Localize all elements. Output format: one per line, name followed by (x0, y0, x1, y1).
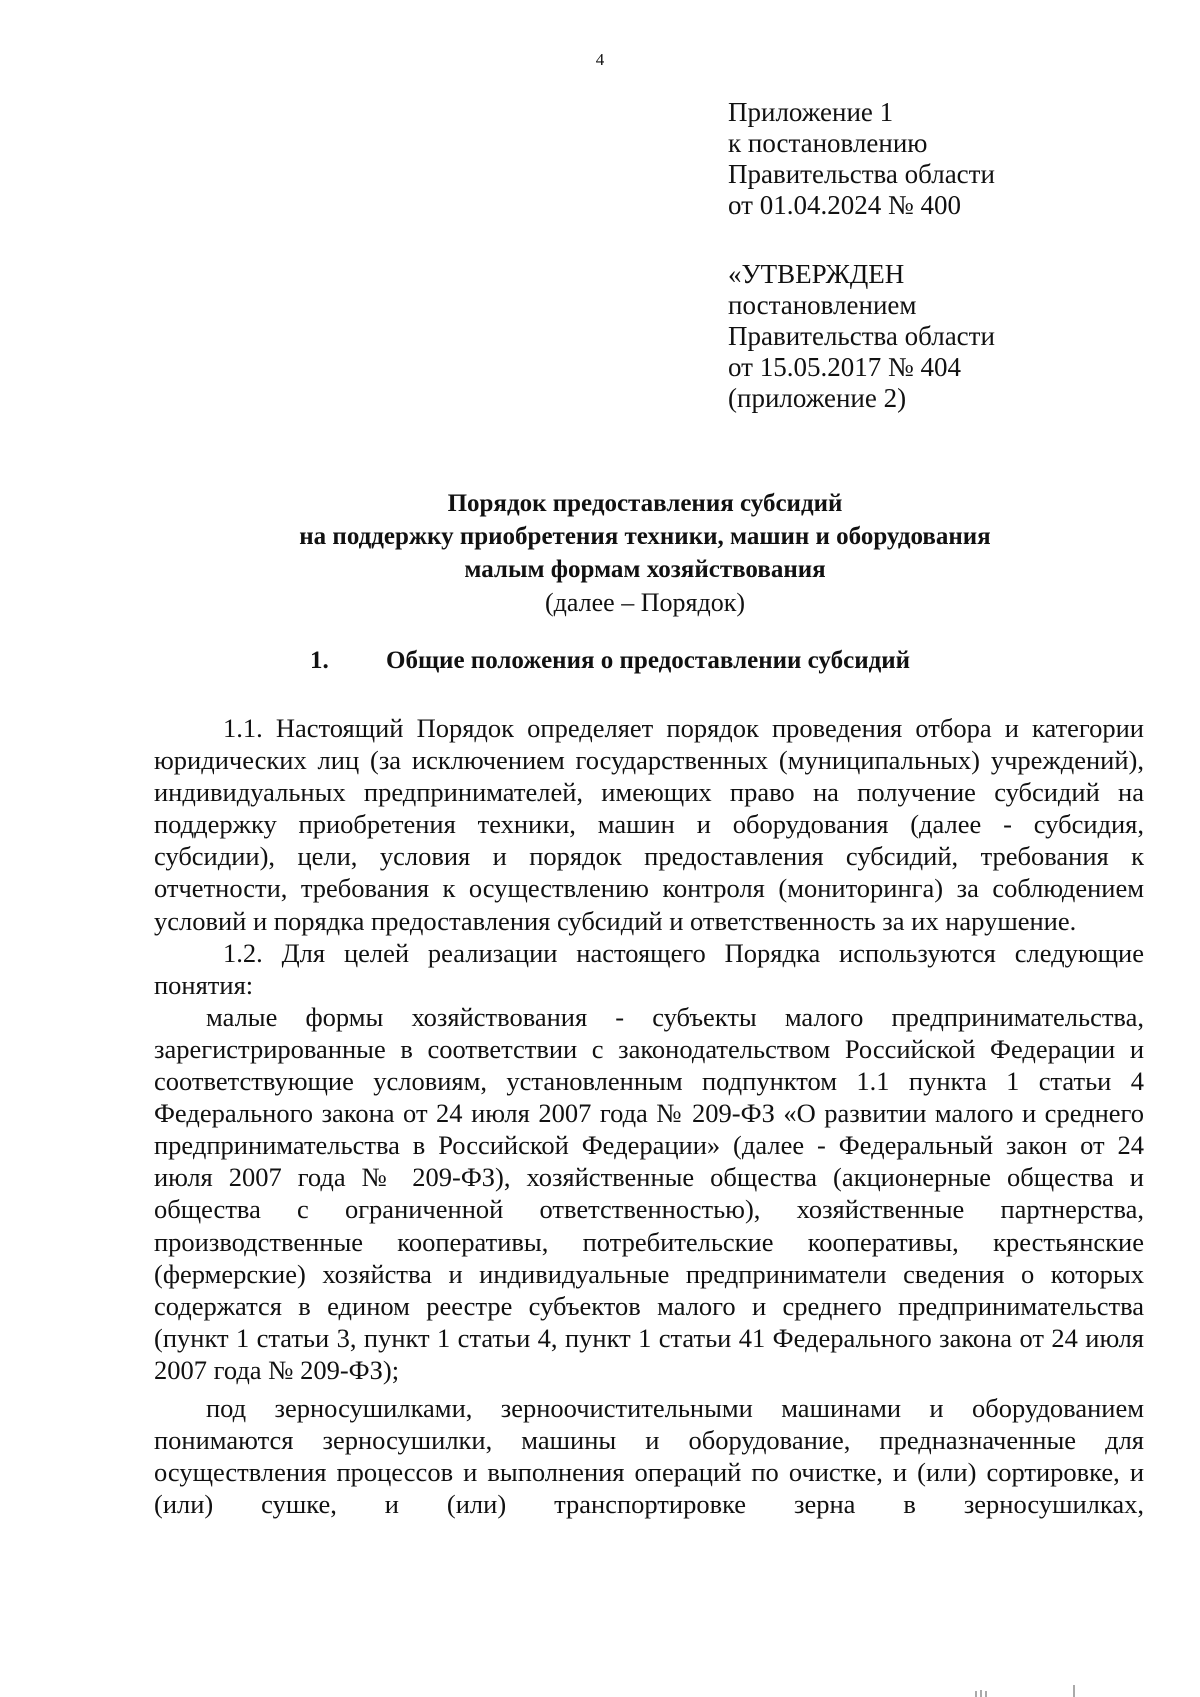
section-title: Общие положения о предоставлении субсидий (386, 647, 911, 674)
title-subtitle: (далее – Порядок) (545, 588, 745, 617)
approval-stamp-text (728, 259, 1168, 414)
page-number: 4 (595, 50, 605, 69)
paragraph: 1.2. Для целей реализации настоящего Порядка используются следующие понятия: (154, 937, 1144, 1000)
approval-line: Правительства области (728, 321, 995, 351)
paragraph: 1.1. Настоящий Порядок определяет порядок проведения отбора и категории юридических лиц (за исключением государственных (муниципальных) учреждений), индивидуальных предпринимателей, имеющих право на получение субсидий на поддержку приобретения техники, машин и оборудования (далее - субсидия, субсидии), цели, условия и порядок предоставления субсидий, требования к отчетности, требования к осуществлению контроля (мониторинга) за соблюдением условий и порядка предоставления субсидий и ответственность за их нарушение. (154, 713, 1144, 936)
appendix-line: к постановлению (728, 128, 928, 158)
approval-line: постановлением (728, 290, 917, 320)
appendix-line: Приложение 1 (728, 97, 894, 127)
paragraph: под зерносушилками, зерноочистительными машинами и оборудованием понимаются зерносушилки, машины и оборудование, предназначенные для осуществления процессов и выполнения операций по очистке, и (или) сортировке, и (или) сушке, и (или) транспортировке зерна в зерносушилках, (154, 1392, 1144, 1520)
appendix-header (728, 97, 1168, 221)
approval-line: (приложение 2) (728, 383, 907, 413)
paragraph: малые формы хозяйствования - субъекты малого предпринимательства, зарегистрированные в соответствии с законодательством Российской Федерации и соответствующие условиям, установленным подпунктом 1.1 пункта 1 статьи 4 Федерального закона от 24 июля 2007 года № 209-ФЗ «О развитии малого и среднего предпринимательства в Российской Федерации» (далее - Федеральный закон от 24 июля 2007 года № 209-ФЗ), хозяйственные общества (акционерные общества и общества с ограниченной ответственностью), хозяйственные партнерства, производственные кооперативы, потребительские кооперативы, крестьянские (фермерские) хозяйства и индивидуальные предприниматели сведения о которых содержатся в едином реестре субъектов малого и среднего предпринимательства (пункт 1 статьи 3, пункт 1 статьи 4, пункт 1 статьи 41 Федерального закона от 24 июля 2007 года № 209-ФЗ); (154, 1001, 1144, 1385)
scan-edge-marks (970, 1683, 1080, 1697)
approval-line: от 15.05.2017 № 404 (728, 352, 961, 382)
title-line: на поддержку приобретения техники, машин и оборудования (299, 523, 991, 550)
document-title (150, 487, 1140, 619)
title-line: Порядок предоставления субсидий (447, 490, 843, 517)
document-body (154, 712, 1144, 1520)
approval-line: «УТВЕРЖДЕН (728, 259, 905, 289)
title-line: малым формам хозяйствования (464, 556, 826, 583)
appendix-line: от 01.04.2024 № 400 (728, 190, 961, 220)
appendix-line: Правительства области (728, 159, 995, 189)
section-number: 1. (310, 647, 329, 674)
